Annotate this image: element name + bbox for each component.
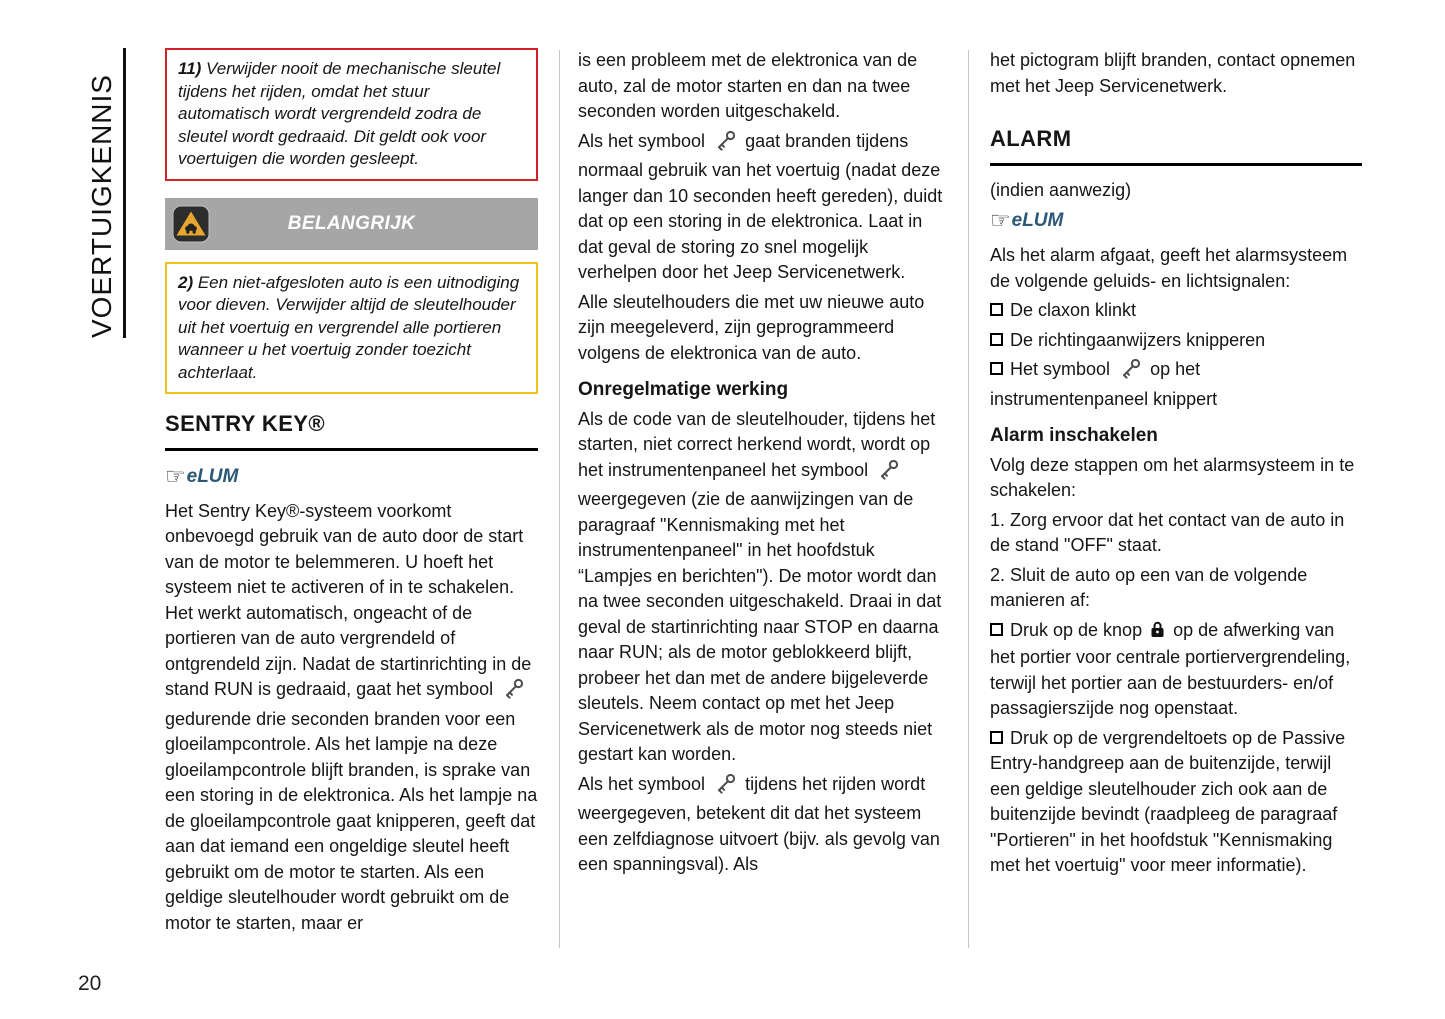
key-symbol-icon	[876, 459, 900, 488]
square-bullet	[990, 623, 1003, 636]
column-3	[990, 48, 1362, 883]
lock-icon	[1151, 620, 1164, 646]
column-2	[578, 48, 946, 882]
column-divider	[559, 50, 560, 948]
note-text: Verwijder nooit de mechanische sleutel tijdens het rijden, omdat het stuur automatisch wordt vergrendeld zodra de sleutel wordt gedraaid. Dit geldt ook voor voertuigen die worden gesleept.	[178, 59, 501, 168]
list-item	[990, 618, 1362, 722]
pointing-hand-icon: ☞	[990, 207, 1011, 233]
body-paragraph	[578, 772, 946, 878]
important-banner	[165, 198, 538, 250]
paragraph-text: weergegeven (zie de aanwijzingen van de paragraaf "Kennismaking met het instrumentenpaneel" in het hoofdstuk “Lampjes en berichten"). De motor wordt dan na twee seconden uitgeschakeld. Draai in dat geval de startinrichting naar STOP en daarna naar RUN; als de motor geblokkeerd blijft, probeer het dan met de andere bijgeleverde sleutels. Neem contact op met het Jeep Servicenetwerk als de motor nog steeds niet gestart kan worden.	[578, 489, 942, 764]
list-item-text: op het instrumentenpaneel knippert	[990, 359, 1218, 409]
body-paragraph: Als het alarm afgaat, geeft het alarmsysteem de volgende geluids- en lichtsignalen:	[990, 245, 1348, 291]
body-paragraph: Alle sleutelhouders die met uw nieuwe auto zijn meegeleverd, zijn geprogrammeerd volgens de elektronica van de auto.	[578, 291, 925, 363]
body-paragraph	[578, 129, 946, 286]
subsection-heading-irregular-operation: Onregelmatige werking	[578, 379, 789, 400]
note-number: 2)	[178, 272, 194, 292]
body-paragraph	[165, 499, 538, 937]
list-item	[990, 357, 1362, 412]
list-item-text: De richtingaanwijzers knipperen	[1010, 329, 1266, 350]
list-item-text: Druk op de knop	[1010, 619, 1143, 640]
column-1	[165, 48, 538, 940]
list-item-text: Druk op de vergrendeltoets op de Passive Entry-handgreep aan de buitenzijde, terwijl een geldige sleutelhouder zich ook aan de buitenzijde bevindt (raadpleeg de paragraaf "Portieren" in het hoofdstuk "Kennismaking met het voertuig" voor meer informatie).	[990, 727, 1346, 875]
square-bullet	[990, 731, 1003, 744]
body-paragraph: is een probleem met de elektronica van de auto, zal de motor starten en dan na twee seconden worden uitgeschakeld.	[578, 50, 918, 121]
body-paragraph: Volg deze stappen om het alarmsysteem in te schakelen:	[990, 454, 1355, 500]
availability-note: (indien aanwezig)	[990, 179, 1132, 200]
square-bullet	[990, 303, 1003, 316]
subsection-heading-alarm-arming: Alarm inschakelen	[990, 425, 1158, 446]
section-heading-alarm: ALARM	[990, 126, 1362, 166]
page-number: 20	[78, 972, 102, 995]
list-item-text: Het symbool	[1010, 359, 1111, 379]
warning-note-red	[165, 48, 538, 181]
list-item	[990, 328, 1362, 354]
square-bullet	[990, 362, 1003, 375]
elum-label: eLUM	[186, 465, 239, 487]
body-paragraph: het pictogram blijft branden, contact opnemen met het Jeep Servicenetwerk.	[990, 50, 1356, 96]
note-text: Een niet-afgesloten auto is een uitnodiging voor dieven. Verwijder altijd de sleutelhouder uit het voertuig en vergrendel alle portieren wanneer u het voertuig zonder toezicht achterlaat.	[178, 272, 520, 382]
paragraph-text: gaat branden tijdens normaal gebruik van het voertuig (nadat deze langer dan 10 seconden heeft gereden), duidt dat op een storing in de elektronica. Laat in dat geval de storing zo snel mogelijk verhelpen door het Jeep Servicenetwerk.	[578, 130, 943, 282]
key-symbol-icon	[713, 773, 737, 802]
square-bullet	[990, 333, 1003, 346]
elum-reference	[990, 207, 1362, 234]
body-paragraph	[578, 407, 946, 768]
list-item	[990, 298, 1362, 324]
elum-label: eLUM	[1011, 210, 1064, 231]
paragraph-text: tijdens het rijden wordt weergegeven, betekent dit dat het systeem een zelfdiagnose uitvoert (bijv. als gevolg van een spanningsval). Als	[578, 773, 940, 874]
warning-triangle-car-icon	[172, 205, 210, 243]
paragraph-text: Het Sentry Key®-systeem voorkomt onbevoegd gebruik van de auto door de start van de motor te belemmeren. U hoeft het systeem niet te activeren of in te schakelen. Het werkt automatisch, ongeacht of de portieren van de auto vergrendeld of ontgrendeld zijn. Nadat de startinrichting in de stand RUN is gedraaid, gaat het symbool	[165, 500, 532, 699]
chapter-label-rule	[123, 48, 126, 338]
elum-reference	[165, 463, 538, 490]
list-item-text: op de afwerking van het portier voor centrale portiervergrendeling, terwijl het portier aan de bestuurders- en/of passagierszijde nog openstaat.	[990, 619, 1351, 718]
section-heading-sentry-key: SENTRY KEY®	[165, 411, 538, 451]
pointing-hand-icon: ☞	[165, 462, 186, 489]
column-divider	[968, 50, 969, 948]
key-symbol-icon	[713, 130, 737, 159]
paragraph-text: gedurende drie seconden branden voor een gloeilampcontrole. Als het lampje na deze gloeilampcontrole blijft branden, is sprake van een storing in de elektronica. Als het lampje na de gloeilampcontrole gaat knipperen, geeft dat aan dat iemand een ongeldige sleutel heeft gebruikt om de motor te starten. Als een geldige sleutelhouder wordt gebruikt om de motor te starten, maar er	[165, 708, 538, 933]
key-symbol-icon	[1118, 358, 1142, 387]
paragraph-text: Als het symbool	[578, 130, 706, 151]
note-number: 11)	[178, 59, 202, 78]
list-item	[990, 726, 1362, 879]
numbered-step: 2. Sluit de auto op een van de volgende manieren af:	[990, 564, 1308, 610]
numbered-step: 1. Zorg ervoor dat het contact van de auto in de stand "OFF" staat.	[990, 509, 1345, 555]
chapter-vertical-label: VOERTUIGKENNIS	[86, 74, 117, 338]
key-symbol-icon	[501, 678, 525, 707]
caution-note-yellow	[165, 262, 538, 395]
paragraph-text: Als het symbool	[578, 773, 706, 794]
important-banner-label: BELANGRIJK	[287, 212, 416, 234]
paragraph-text: Als de code van de sleutelhouder, tijdens het starten, niet correct herkend wordt, wordt op het instrumentenpaneel het symbool	[578, 408, 936, 480]
list-item-text: De claxon klinkt	[1010, 300, 1137, 320]
